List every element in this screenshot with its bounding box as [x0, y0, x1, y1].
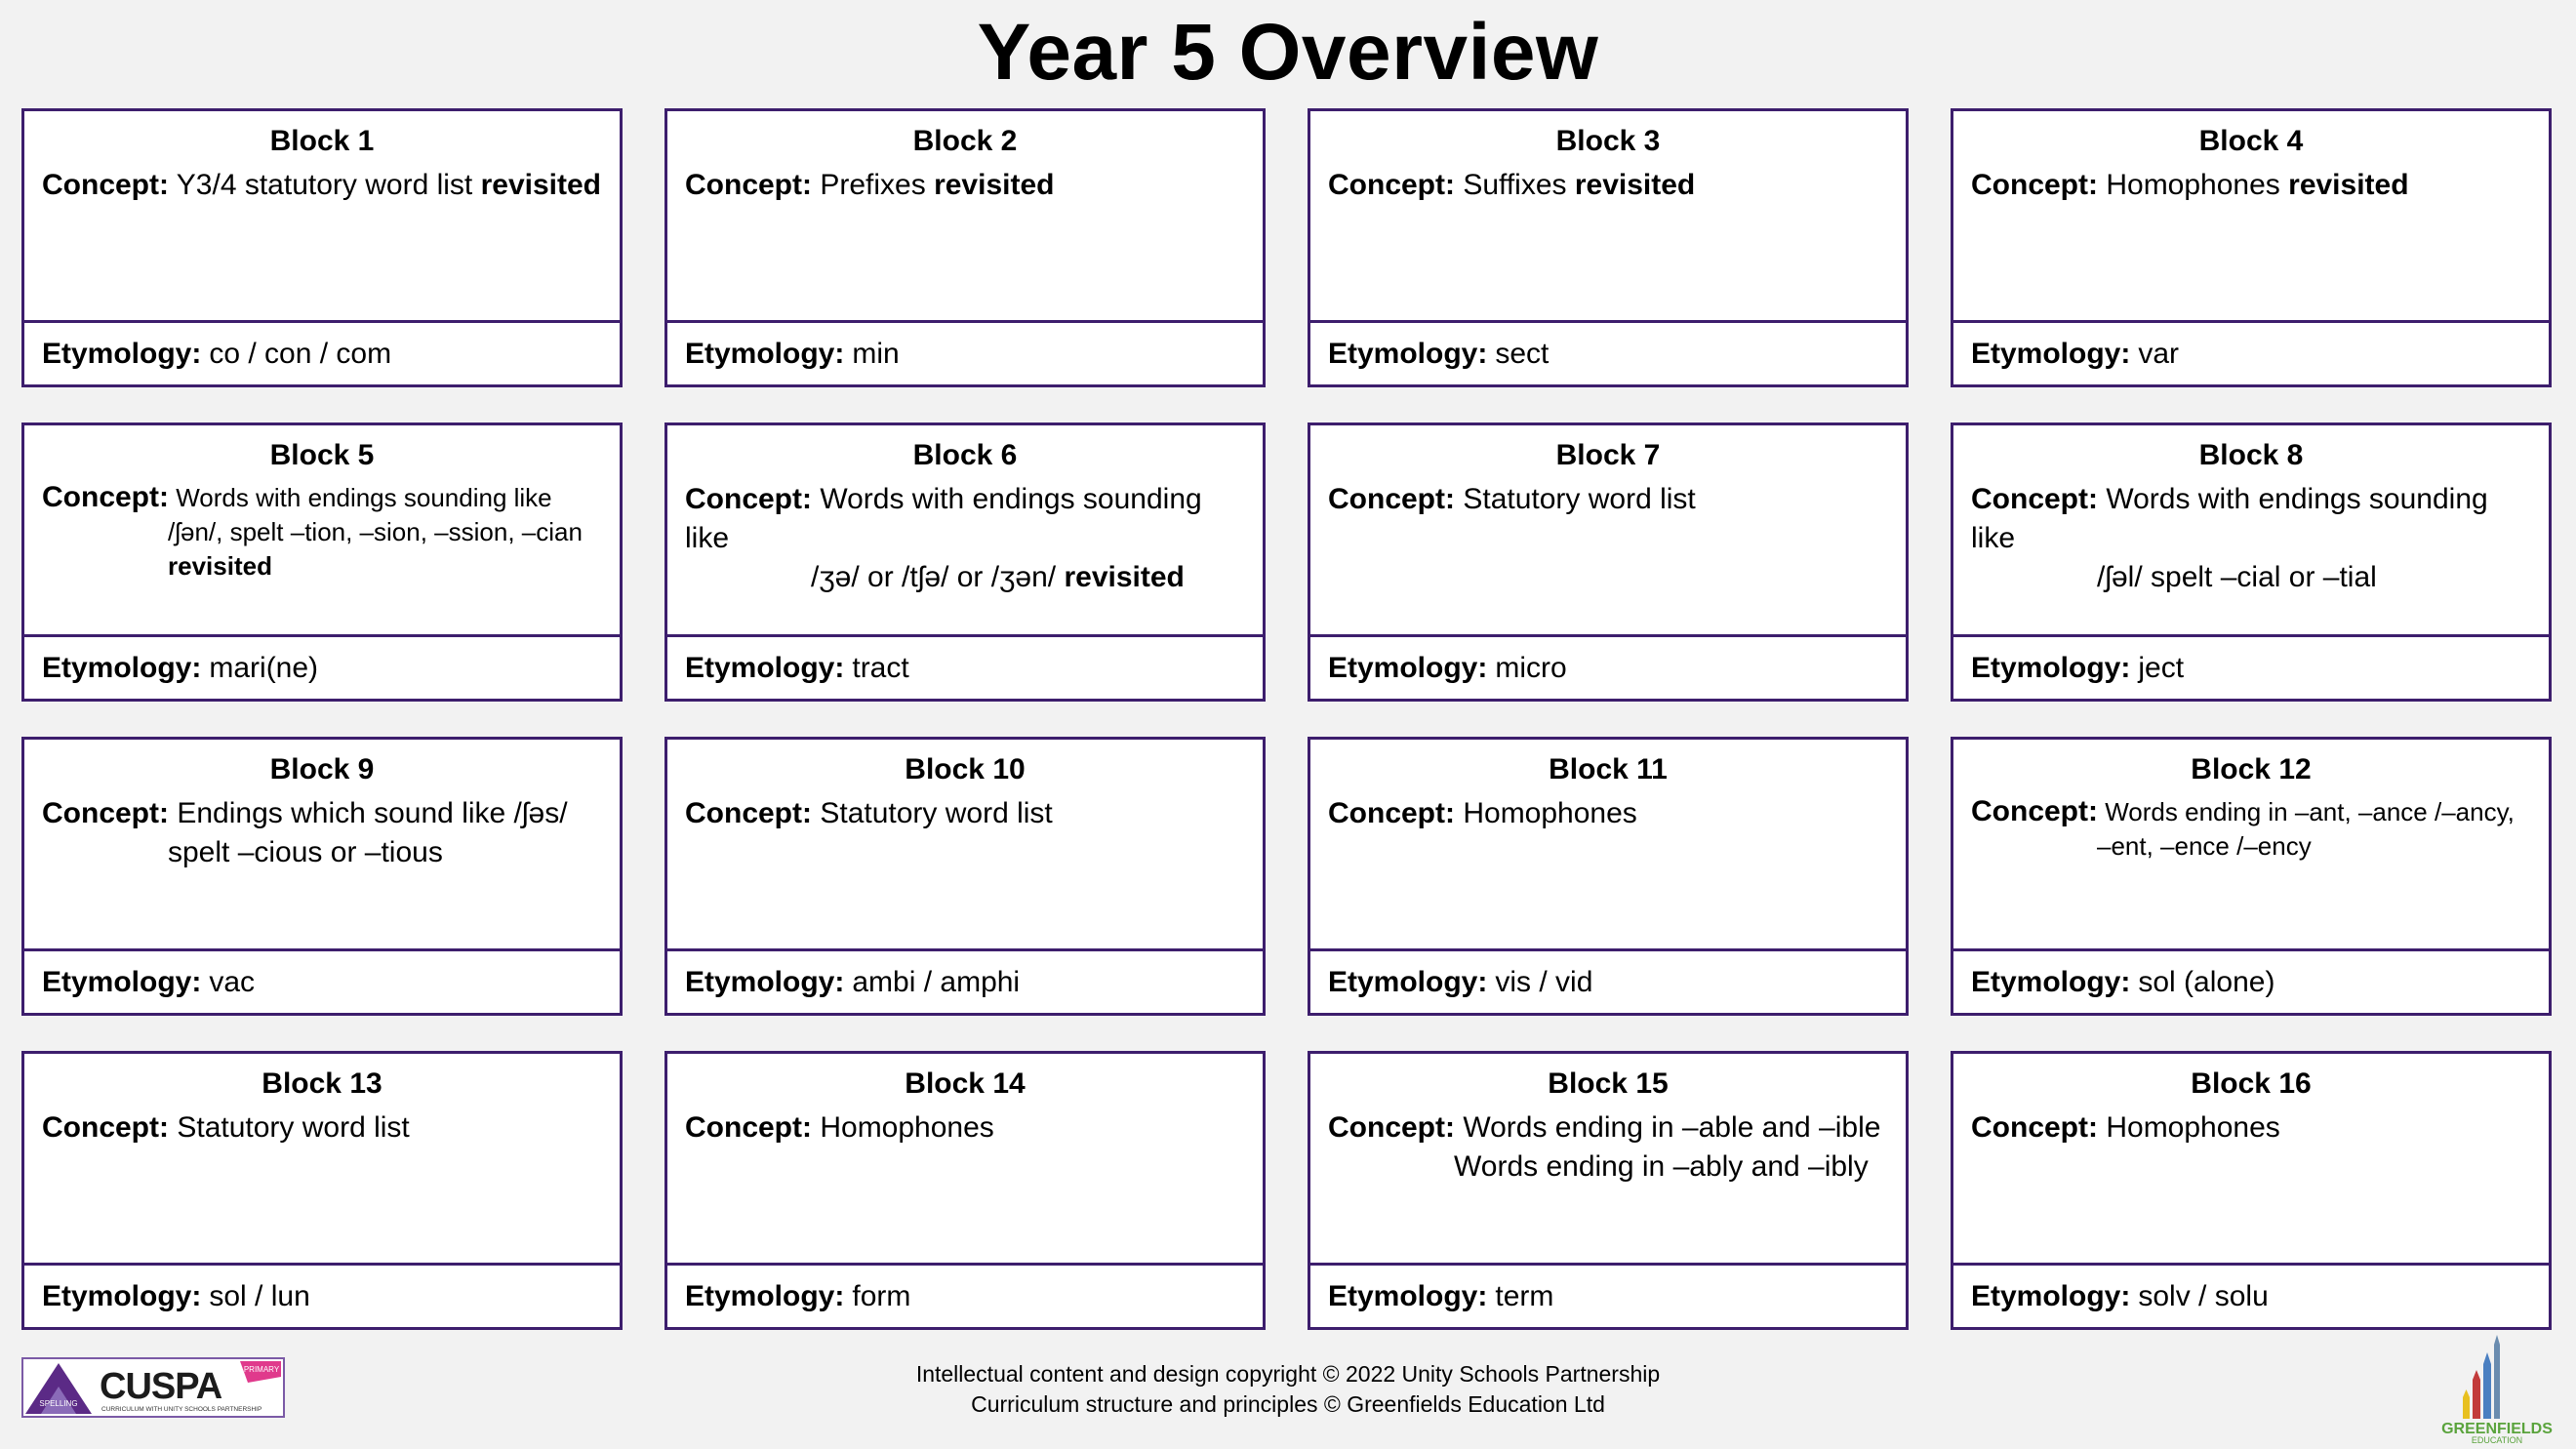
block-card	[1951, 423, 2552, 702]
etymology-label: Etymology:	[1328, 651, 1488, 684]
concept-text: Statutory word list	[820, 797, 1053, 829]
revisited-tag: revisited	[480, 169, 602, 201]
block-card	[1308, 108, 1909, 387]
concept-line	[42, 515, 602, 549]
block-concept	[1971, 166, 2531, 205]
block-card	[1308, 737, 1909, 1016]
concept-label: Concept:	[1328, 797, 1455, 829]
block-concept-area	[1953, 425, 2549, 634]
block-concept	[1971, 1108, 2531, 1147]
concept-text: Words with endings sounding like	[1971, 483, 2488, 554]
etymology-value: tract	[852, 651, 909, 684]
block-card	[1951, 737, 2552, 1016]
concept-line	[685, 166, 1245, 205]
block-etymology	[24, 948, 620, 1013]
concept-text: Words ending in –ably and –ibly	[1454, 1150, 1869, 1183]
concept-label: Concept:	[42, 169, 169, 201]
block-concept	[1971, 794, 2531, 864]
concept-line	[1328, 480, 1888, 519]
concept-line	[1328, 1108, 1888, 1147]
etymology-value: term	[1495, 1279, 1554, 1312]
concept-label: Concept:	[1971, 795, 2098, 827]
block-concept-area	[24, 1054, 620, 1263]
concept-label: Concept:	[42, 797, 169, 829]
block-concept	[1328, 166, 1888, 205]
greenfields-name: GREENFIELDS	[2441, 1421, 2553, 1437]
block-card	[664, 423, 1266, 702]
block-title: Block 3	[1555, 125, 1661, 157]
etymology-value: co / con / com	[209, 337, 392, 370]
block-concept	[42, 1108, 602, 1147]
block-card	[21, 108, 623, 387]
block-title: Block 14	[905, 1067, 1026, 1100]
block-concept	[685, 166, 1245, 205]
etymology-label: Etymology:	[685, 1279, 845, 1312]
concept-label: Concept:	[1971, 169, 2098, 201]
block-card	[21, 423, 623, 702]
block-card	[664, 1051, 1266, 1330]
block-concept	[685, 480, 1245, 597]
block-etymology	[667, 320, 1263, 384]
etymology-label: Etymology:	[42, 965, 202, 998]
etymology-value: solv / solu	[2138, 1279, 2269, 1312]
block-title: Block 7	[1555, 439, 1661, 471]
block-etymology	[1953, 634, 2549, 699]
etymology-label: Etymology:	[685, 651, 845, 684]
block-card	[664, 108, 1266, 387]
block-concept	[42, 480, 602, 584]
concept-text: Statutory word list	[1463, 483, 1696, 515]
concept-line	[1971, 1108, 2531, 1147]
concept-text: Words with endings sounding like	[685, 483, 1202, 554]
concept-line	[42, 166, 602, 205]
block-title: Block 11	[1549, 753, 1668, 785]
block-title: Block 15	[1548, 1067, 1669, 1100]
concept-line	[1971, 166, 2531, 205]
etymology-label: Etymology:	[42, 1279, 202, 1312]
etymology-value: micro	[1495, 651, 1567, 684]
etymology-label: Etymology:	[1328, 965, 1488, 998]
revisited-tag: revisited	[2288, 169, 2409, 201]
concept-text: /ʃən/, spelt –tion, –sion, –ssion, –cian	[168, 517, 583, 546]
concept-text: spelt –cious or –tious	[168, 836, 443, 868]
etymology-label: Etymology:	[1328, 1279, 1488, 1312]
block-etymology	[1953, 1263, 2549, 1327]
concept-text: Homophones	[1463, 797, 1637, 829]
block-title: Block 13	[262, 1067, 382, 1100]
block-title: Block 16	[2191, 1067, 2312, 1100]
concept-text: Suffixes	[1463, 169, 1567, 201]
concept-text: Homophones	[820, 1111, 994, 1144]
concept-label: Concept:	[685, 169, 812, 201]
block-concept	[1328, 480, 1888, 519]
cuspa-wordmark: CUSPA	[100, 1366, 222, 1407]
block-card	[1951, 1051, 2552, 1330]
block-card	[1951, 108, 2552, 387]
concept-text: /ʃəl/ spelt –cial or –tial	[2097, 561, 2377, 593]
block-etymology	[24, 634, 620, 699]
block-concept-area	[24, 111, 620, 320]
concept-line	[42, 833, 602, 872]
concept-line	[685, 794, 1245, 833]
footer-line-1: Intellectual content and design copyright © 2022 Unity Schools Partnership	[915, 1361, 1661, 1387]
block-title: Block 6	[912, 439, 1018, 471]
etymology-label: Etymology:	[1971, 337, 2131, 370]
etymology-label: Etymology:	[685, 337, 845, 370]
block-card	[21, 737, 623, 1016]
etymology-value: ambi / amphi	[852, 965, 1021, 998]
block-title: Block 10	[905, 753, 1026, 785]
concept-text: Homophones	[2106, 1111, 2280, 1144]
etymology-value: min	[852, 337, 900, 370]
block-concept-area	[667, 740, 1263, 948]
etymology-value: mari(ne)	[209, 651, 319, 684]
block-concept	[1328, 794, 1888, 833]
concept-label: Concept:	[1328, 169, 1455, 201]
concept-line	[42, 480, 602, 515]
block-concept-area	[24, 740, 620, 948]
block-etymology	[1310, 1263, 1906, 1327]
block-etymology	[667, 948, 1263, 1013]
concept-label: Concept:	[42, 481, 169, 513]
concept-label: Concept:	[685, 797, 812, 829]
concept-text: Statutory word list	[177, 1111, 410, 1144]
block-title: Block 5	[269, 439, 375, 471]
concept-line	[685, 558, 1245, 597]
concept-line	[42, 549, 602, 584]
concept-text: –ent, –ence /–ency	[2097, 831, 2312, 861]
etymology-value: ject	[2138, 651, 2185, 684]
block-concept	[1971, 480, 2531, 597]
cuspa-badge: PRIMARY	[243, 1365, 280, 1374]
etymology-value: form	[852, 1279, 911, 1312]
block-etymology	[1953, 948, 2549, 1013]
concept-label: Concept:	[685, 1111, 812, 1144]
concept-label: Concept:	[1971, 483, 2098, 515]
concept-text: Prefixes	[820, 169, 926, 201]
block-concept-area	[1310, 1054, 1906, 1263]
concept-text: Words ending in –ant, –ance /–ancy,	[2105, 797, 2515, 826]
block-etymology	[1953, 320, 2549, 384]
concept-line	[685, 1108, 1245, 1147]
revisited-tag: revisited	[168, 551, 272, 581]
footer-line-2: Curriculum structure and principles © Greenfields Education Ltd	[971, 1391, 1605, 1417]
concept-line	[1971, 794, 2531, 829]
block-concept-area	[667, 425, 1263, 634]
block-etymology	[24, 320, 620, 384]
etymology-label: Etymology:	[1971, 1279, 2131, 1312]
block-concept-area	[1953, 1054, 2549, 1263]
block-card	[664, 737, 1266, 1016]
etymology-label: Etymology:	[1971, 965, 2131, 998]
greenfields-logo	[2434, 1335, 2560, 1444]
revisited-tag: revisited	[1574, 169, 1696, 201]
concept-line	[42, 1108, 602, 1147]
block-title: Block 4	[2198, 125, 2304, 157]
block-etymology	[667, 1263, 1263, 1327]
block-title: Block 2	[912, 125, 1018, 157]
revisited-tag: revisited	[934, 169, 1055, 201]
block-concept	[42, 794, 602, 872]
block-concept-area	[1310, 425, 1906, 634]
concept-line	[1971, 829, 2531, 864]
concept-text: Y3/4 statutory word list	[176, 169, 473, 201]
block-etymology	[667, 634, 1263, 699]
concept-line	[1971, 558, 2531, 597]
concept-text: Homophones	[2106, 169, 2280, 201]
block-etymology	[1310, 948, 1906, 1013]
block-concept	[685, 794, 1245, 833]
concept-line	[1328, 166, 1888, 205]
concept-text: /ʒə/ or /tʃə/ or /ʒən/	[811, 561, 1065, 593]
block-card	[21, 1051, 623, 1330]
block-concept-area	[24, 425, 620, 634]
block-concept	[1328, 1108, 1888, 1187]
block-concept-area	[1310, 111, 1906, 320]
concept-label: Concept:	[1328, 1111, 1455, 1144]
copyright-footer	[0, 1359, 2576, 1420]
etymology-value: sol (alone)	[2138, 965, 2275, 998]
page-title: Year 5 Overview	[977, 8, 1599, 97]
block-etymology	[1310, 320, 1906, 384]
block-concept-area	[1953, 111, 2549, 320]
concept-label: Concept:	[1971, 1111, 2098, 1144]
etymology-value: vac	[209, 965, 256, 998]
block-title: Block 9	[269, 753, 375, 785]
concept-label: Concept:	[42, 1111, 169, 1144]
block-etymology	[24, 1263, 620, 1327]
concept-line	[685, 480, 1245, 558]
block-concept-area	[667, 111, 1263, 320]
concept-line	[1328, 794, 1888, 833]
block-concept-area	[1953, 740, 2549, 948]
blocks-grid	[21, 108, 2555, 1330]
block-concept	[685, 1108, 1245, 1147]
cuspa-tag: SPELLING	[39, 1399, 78, 1408]
block-concept	[42, 166, 602, 205]
block-concept-area	[667, 1054, 1263, 1263]
block-title: Block 8	[2198, 439, 2304, 471]
revisited-tag: revisited	[1064, 561, 1185, 593]
etymology-label: Etymology:	[1328, 337, 1488, 370]
concept-line	[1971, 480, 2531, 558]
block-card	[1308, 1051, 1909, 1330]
block-etymology	[1310, 634, 1906, 699]
concept-line	[1328, 1147, 1888, 1187]
greenfields-sub: EDUCATION	[2471, 1435, 2523, 1444]
concept-line	[42, 794, 602, 833]
etymology-label: Etymology:	[42, 337, 202, 370]
etymology-label: Etymology:	[685, 965, 845, 998]
block-card	[1308, 423, 1909, 702]
etymology-label: Etymology:	[42, 651, 202, 684]
cuspa-tagline: CURRICULUM WITH UNITY SCHOOLS PARTNERSHIP	[101, 1406, 262, 1413]
block-title: Block 1	[269, 125, 375, 157]
etymology-value: sol / lun	[209, 1279, 310, 1312]
etymology-value: vis / vid	[1495, 965, 1593, 998]
block-title: Block 12	[2191, 753, 2312, 785]
concept-text: Words ending in –able and –ible	[1463, 1111, 1881, 1144]
etymology-value: sect	[1495, 337, 1550, 370]
etymology-label: Etymology:	[1971, 651, 2131, 684]
etymology-value: var	[2138, 337, 2180, 370]
concept-label: Concept:	[1328, 483, 1455, 515]
block-concept-area	[1310, 740, 1906, 948]
concept-text: Words with endings sounding like	[176, 483, 552, 512]
concept-text: Endings which sound like /ʃəs/	[177, 797, 568, 829]
concept-label: Concept:	[685, 483, 812, 515]
